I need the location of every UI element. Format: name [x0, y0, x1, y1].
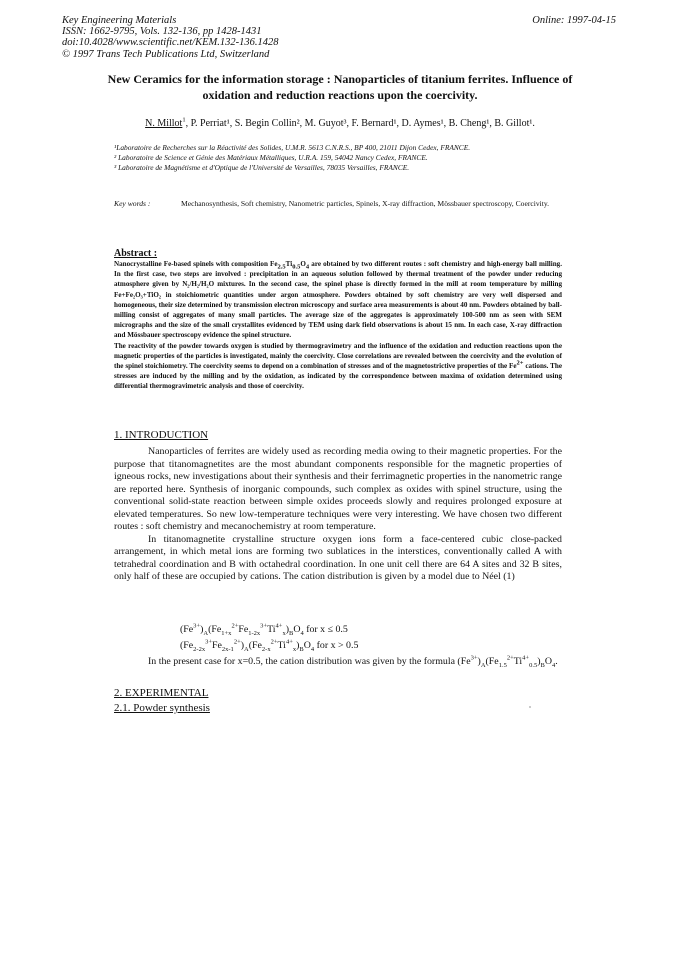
journal-name: Key Engineering Materials	[62, 15, 177, 26]
affiliation-3: ³ Laboratoire de Magnétisme et d'Optique de l'Université de Versailles, 78035 Versailles, FRANCE.	[114, 163, 410, 172]
other-authors: , P. Perriat¹, S. Begin Collin², M. Guyot³, F. Bernard¹, D. Aymes¹, B. Cheng¹, B. Gillot¹.	[185, 118, 535, 129]
section-experimental: 2. EXPERIMENTAL	[114, 687, 209, 699]
paper-title: New Ceramics for the information storage : Nanoparticles of titanium ferrites. Influence of oxidation and reduction reactions upon the coercivity.	[107, 72, 573, 102]
affiliation-2: ² Laboratoire de Science et Génie des Matériaux Métalliques, U.R.A. 159, 54042 Nancy Cedex, FRANCE.	[114, 153, 428, 162]
first-author-affil: 1	[182, 116, 186, 124]
issn-line: ISSN: 1662-9795, Vols. 132-136, pp 1428-1431	[62, 26, 262, 38]
abstract-heading: Abstract :	[114, 248, 158, 259]
doi-line: doi:10.4028/www.scientific.net/KEM.132-136.1428	[62, 37, 279, 49]
formula-2: $(Fe_{2-2x}^{3+}Fe_{2x-1}^{2+})_A(Fe_{2-x}^{2+}Ti^{4+}_x)_BO_4$ for x > 0.5	[180, 638, 359, 653]
keywords-text: Mechanosynthesis, Soft chemistry, Nanometric particles, Spinels, X-ray diffraction, Mössbauer spectroscopy, Coercivity.	[181, 199, 550, 208]
online-date: Online: 1997-04-15	[532, 15, 616, 26]
section-introduction: 1. INTRODUCTION	[114, 429, 209, 441]
abstract-body	[114, 259, 562, 392]
subsection-powder-synthesis: 2.1. Powder synthesis	[114, 702, 210, 714]
first-author: N. Millot	[145, 118, 183, 129]
affiliations	[114, 143, 574, 173]
intro-paragraph-2: In titanomagnetite crystalline structure oxygen ions form a face-centered cubic close-packed arrangement, in which metal ions are forming two sublatices in the interstices, conventionally called A with tetrahedral coordination and B with octahedral coordination. In one unit cell there are 64 A sites and 32 B sites, only half of these are occupied by cations. The cation distribution is given by a model due to Néel (1)	[114, 533, 562, 582]
keywords-label: Key words :	[114, 199, 151, 208]
abstract-paragraph-1: Nanocrystalline Fe-based spinels with composition $Fe_{2.5}Ti_{0.5}O_4$ are obtained by two different routes : soft chemistry and high-energy ball milling. In the first case, two steps are involved : precipitation in an aqueous solution followed by thermal treatment of the powder under reducing atmosphere given by N₂/H₂/H₂O mixtures. In the second case, the spinel phase is directly formed in the mill at room temperature by milling Fe+Fe₂O₃+TiO₂ in stoichiometric quantities under argon atmosphere. Powders obtained by soft chemistry are very well dispersed and homogeneous, their size determined by transmission electron microscopy and surface area measurements is about 40 nm. Powders obtained by ball-milling consist of aggregates of many small particles. The average size of the aggregates is approximately 100-500 nm as seen with SEM micrographs and the size of the small crystallites evidenced by TEM using dark field observations is about 15 nm. In each case, X-ray diffraction and Mössbauer spectroscopy evidence the spinel structure.	[114, 260, 563, 340]
journal-header	[62, 15, 279, 60]
affiliation-1: ¹Laboratoire de Recherches sur la Réactivité des Solides, U.M.R. 5613 C.N.R.S., BP 400, 21011 Dijon Cedex, FRANCE.	[114, 143, 471, 152]
intro-body	[114, 446, 562, 584]
intro-body-cont	[114, 656, 562, 669]
scan-speck	[529, 706, 531, 708]
abstract-paragraph-2: The reactivity of the powder towards oxygen is studied by thermogravimetry and the influence of the oxidation and reduction reactions upon the magnetic properties of the particles is investigated, mainly the coercivity. Close correlations are revealed between the coercivity and the evolution of the spinel stoichiometry. The coercivity seems to depend on a combination of stresses and of the magnetostrictive properties of the $Fe^{2+}$ cations. The stresses are induced by the milling and by the oxidation, as indicated by the correspondence between maxima of oxidation determined using differential thermogravimetric analysis and those of coercivity.	[114, 341, 562, 391]
formula-1: $(Fe^{3+})_A(Fe_{1+x}^{2+}Fe_{1-2x}^{3+}Ti^{4+}_x)_BO_4$ for x ≤ 0.5	[180, 622, 348, 637]
author-list	[100, 118, 580, 129]
intro-paragraph-1: Nanoparticles of ferrites are widely used as recording media owing to their magnetic properties. For the purpose that titanomagnetites are the most abundant components responsible for the magnetic properties of igneous rocks, new investigations about their synthesis and their ferrimagnetic properties in the nanometric range are reported here. Synthesis of inorganic compounds, such complex as oxides with spinel structure, using the conventional solid-state reaction between simple oxides proceeds slowly and requires prolonged exposure at elevated temperatures. So new low-temperature techniques were very interesting. We have chosen two different routes : soft chemistry and mecanochemistry at room temperature.	[114, 446, 562, 532]
intro-paragraph-3: In the present case for x=0.5, the cation distribution was given by the formula $(Fe^{3+})_A(Fe_{1.5}^{2+}Ti^{4+}_{0.5})_BO_4$.	[148, 654, 558, 669]
copyright-line: © 1997 Trans Tech Publications Ltd, Switzerland	[62, 48, 270, 60]
